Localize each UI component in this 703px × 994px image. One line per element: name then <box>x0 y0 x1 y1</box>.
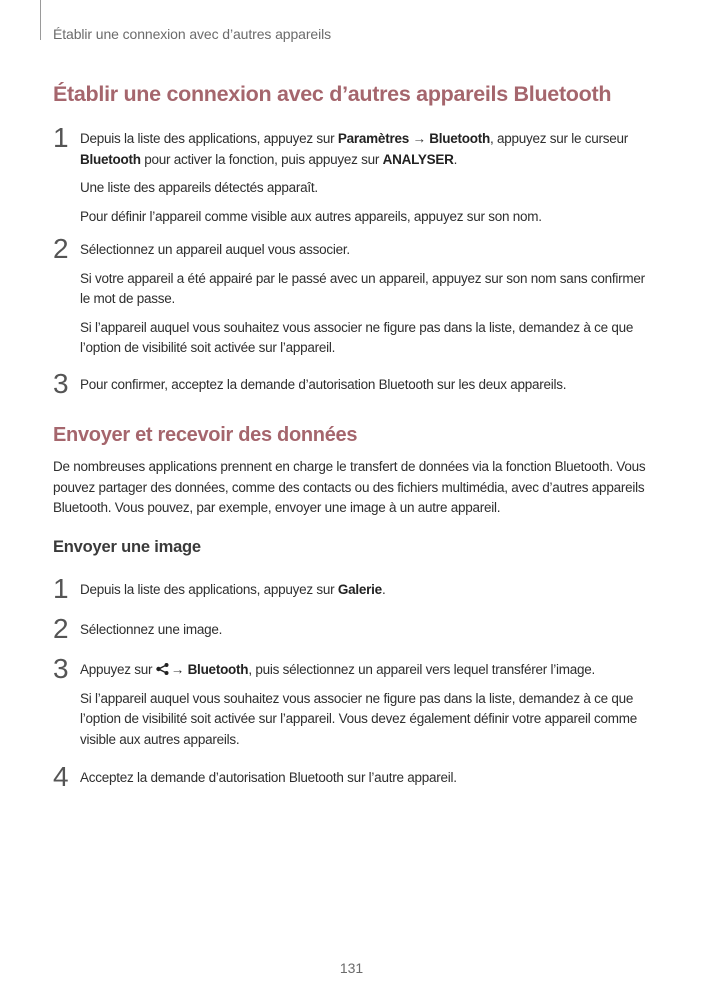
section-intro: De nombreuses applications prennent en charge le transfert de données via la fonction Bluetooth. Vous pouvez partager des données, comme des contacts ou des fichiers multimédia, avec d’autres appareils Bluetooth. Vous pouvez, par exemple, envoyer une image à un autre appareil. <box>53 459 646 515</box>
running-header: Établir une connexion avec d’autres appareils <box>53 26 332 42</box>
step-note: Si l’appareil auquel vous souhaitez vous associer ne figure pas dans la liste, demandez à ce que l’option de visibilité soit activée sur l’appareil. <box>80 319 634 355</box>
step-number: 2 <box>53 233 69 264</box>
step-note: Pour définir l’appareil comme visible aux autres appareils, appuyez sur son nom. <box>80 208 542 224</box>
send-step-1 <box>53 573 653 609</box>
step-number: 3 <box>53 653 69 684</box>
step-number: 2 <box>53 613 69 644</box>
step-2 <box>53 233 653 367</box>
step-text: Appuyez sur → Bluetooth, puis sélectionnez un appareil vers lequel transférer l’image. <box>80 662 596 677</box>
settings-label: Paramètres <box>337 131 409 146</box>
step-text: Depuis la liste des applications, appuyez sur Galerie. <box>80 582 386 597</box>
step-text: Sélectionnez une image. <box>80 622 223 637</box>
step-number: 1 <box>53 122 69 153</box>
step-text: Pour confirmer, acceptez la demande d’autorisation Bluetooth sur les deux appareils. <box>80 377 567 392</box>
step-text: Acceptez la demande d’autorisation Bluetooth sur l’autre appareil. <box>80 770 457 785</box>
step-note: Si votre appareil a été appairé par le passé avec un appareil, appuyez sur son nom sans confirmer le mot de passe. <box>80 270 645 306</box>
header-rule <box>40 0 41 40</box>
section-title-bluetooth-connect: Établir une connexion avec d’autres appareils Bluetooth <box>53 82 612 106</box>
send-step-4 <box>53 761 653 797</box>
step-number: 1 <box>53 573 69 604</box>
step-text: Sélectionnez un appareil auquel vous associer. <box>80 242 350 257</box>
step-number: 3 <box>53 368 69 399</box>
bluetooth-switch-label: Bluetooth <box>80 151 141 167</box>
gallery-label: Galerie <box>337 582 382 597</box>
step-number: 4 <box>53 761 69 792</box>
step-note: Si l’appareil auquel vous souhaitez vous associer ne figure pas dans la liste, demandez à ce que l’option de visibilité soit activée sur l’appareil. Vous devez également définir votre appareil comme visible aux autres appareils. <box>80 690 638 747</box>
subsection-title-send-image: Envoyer une image <box>53 538 201 556</box>
scan-label: ANALYSER <box>382 151 454 167</box>
step-note: Une liste des appareils détectés apparaît. <box>80 180 318 195</box>
step-text: Depuis la liste des applications, appuyez sur Paramètres → Bluetooth, appuyez sur le curseur Bluetooth pour activer la fonction, puis appuyez sur ANALYSER. <box>80 131 629 167</box>
send-step-3 <box>53 653 653 758</box>
step-3 <box>53 368 653 404</box>
page-number: 131 <box>339 960 364 976</box>
step-1 <box>53 122 653 235</box>
send-step-2 <box>53 613 653 649</box>
share-icon <box>156 661 169 673</box>
section-title-send-receive: Envoyer et recevoir des données <box>53 424 358 446</box>
bluetooth-label: Bluetooth <box>187 662 249 677</box>
bluetooth-label: Bluetooth <box>429 131 490 146</box>
